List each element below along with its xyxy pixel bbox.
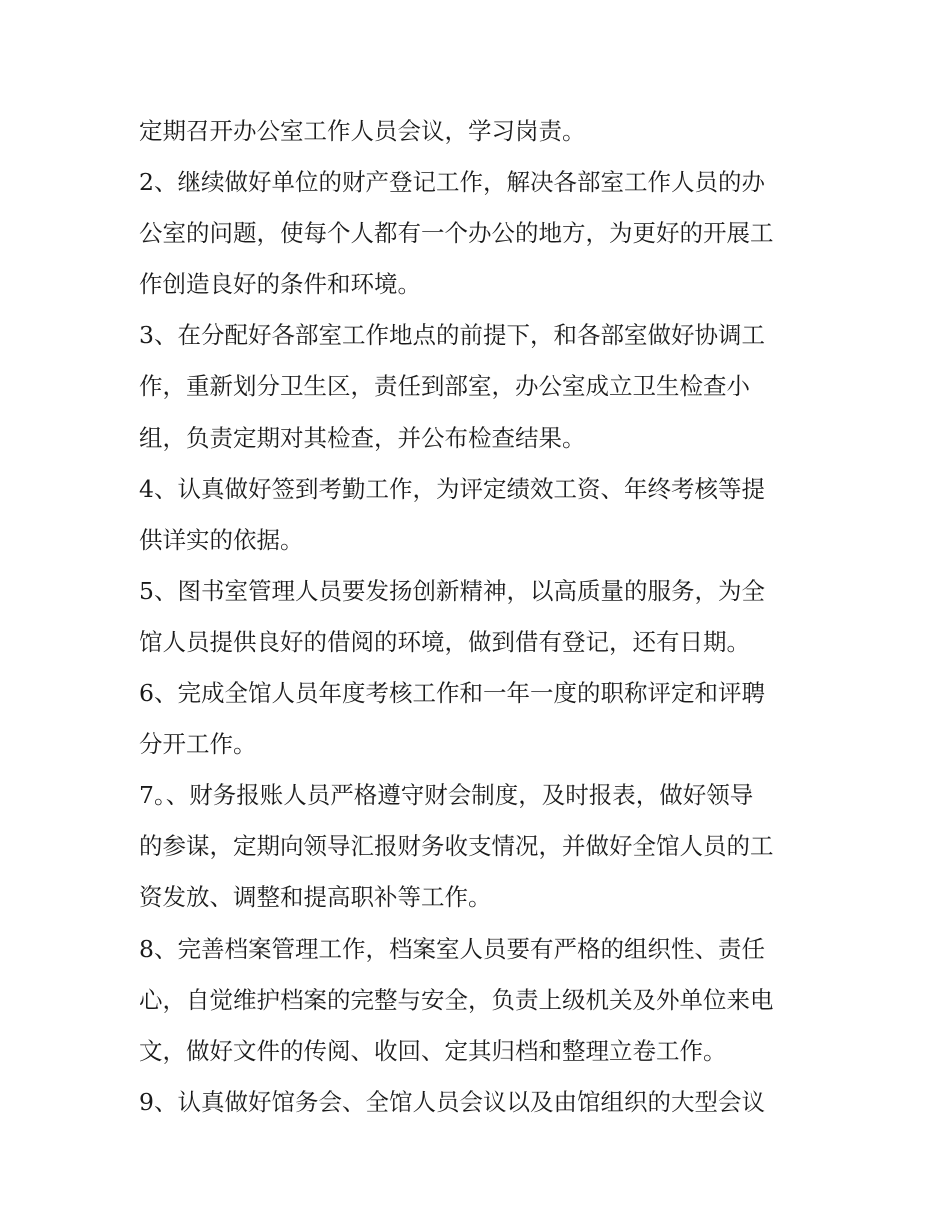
document-body: [139, 106, 829, 1128]
text-line: 4、认真做好签到考勤工作，为评定绩效工资、年终考核等提: [139, 474, 765, 503]
text-line: 作，重新划分卫生区，责任到部室，办公室成立卫生检查小: [139, 372, 750, 401]
text-line: 心，自觉维护档案的完整与安全，负责上级机关及外单位来电: [139, 985, 774, 1014]
text-line: 3、在分配好各部室工作地点的前提下，和各部室做好协调工: [139, 321, 765, 350]
text-line: 馆人员提供良好的借阅的环境，做到借有登记，还有日期。: [139, 627, 750, 656]
text-line: 的参谋，定期向领导汇报财务收支情况，并做好全馆人员的工: [139, 832, 774, 861]
text-line: 资发放、调整和提高职补等工作。: [139, 883, 492, 912]
text-line: 分开工作。: [139, 730, 257, 759]
text-line: 作创造良好的条件和环境。: [139, 270, 421, 299]
text-line: 定期召开办公室工作人员会议，学习岗责。: [139, 117, 586, 145]
text-line: 8、完善档案管理工作，档案室人员要有严格的组织性、责任: [139, 934, 765, 963]
text-line: 2、继续做好单位的财产登记工作，解决各部室工作人员的办: [139, 168, 765, 197]
text-line: 公室的问题，使每个人都有一个办公的地方，为更好的开展工: [139, 219, 774, 248]
text-line: 7。、财务报账人员严格遵守财会制度，及时报表，做好领导: [139, 781, 754, 810]
text-line: 供详实的依据。: [139, 525, 304, 554]
text-line: 5、图书室管理人员要发扬创新精神，以高质量的服务，为全: [139, 576, 765, 605]
text-line: 文，做好文件的传阅、收回、定其归档和整理立卷工作。: [139, 1036, 727, 1065]
text-line: 6、完成全馆人员年度考核工作和一年一度的职称评定和评聘: [139, 679, 765, 708]
text-line: 组，负责定期对其检查，并公布检查结果。: [139, 423, 586, 452]
text-line: 9、认真做好馆务会、全馆人员会议以及由馆组织的大型会议: [139, 1087, 765, 1116]
